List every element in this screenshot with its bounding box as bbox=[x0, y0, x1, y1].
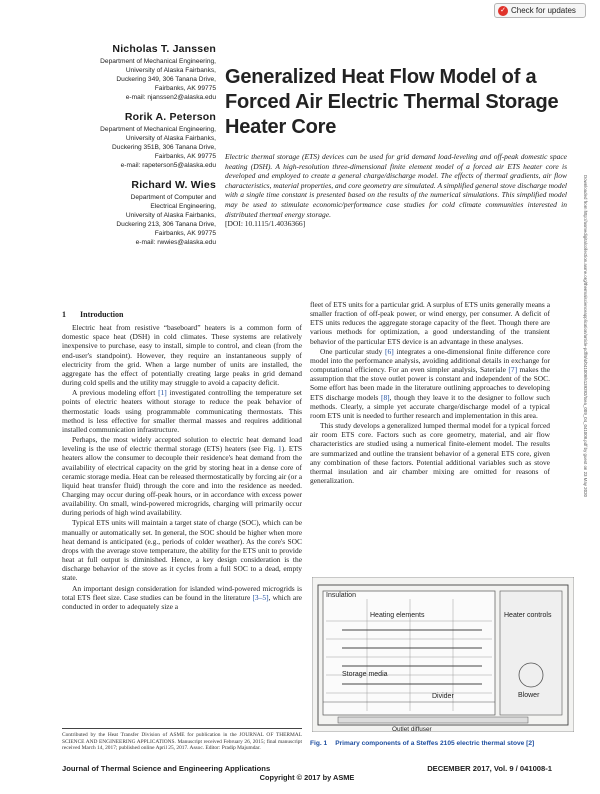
download-watermark: Downloaded from http://asmedigitalcollection.asme.org/thermalscienceapplication/article-pdf/9/4/041008/6139282/tsea_009_04_041008.pdf by guest on 23 May 2020 bbox=[583, 175, 588, 497]
paragraph: fleet of ETS units for a particular grid. A surplus of ETS units generally means a smaller fraction of off-peak power, or wind energy, per consumer. A deficit of ETS units reduces the aggregate storage capacity of the fleet. Though there are various methods for optimization, a good understanding of the transient behavior of the particular ETS device is an advantage in these analyses. bbox=[310, 300, 550, 346]
label-heater-controls: Heater controls bbox=[504, 612, 552, 619]
author-affiliation-line: Fairbanks, AK 99775 bbox=[154, 230, 216, 237]
label-insulation: Insulation bbox=[326, 592, 356, 599]
author-affiliation-line: Duckering 351B, 306 Tanana Drive, bbox=[112, 144, 216, 151]
author-entry bbox=[28, 179, 216, 247]
label-storage-media: Storage media bbox=[342, 671, 388, 678]
figure-link[interactable]: 1 bbox=[277, 444, 282, 454]
citation-link[interactable]: [3–5] bbox=[252, 592, 269, 602]
figure-caption-label: Fig. 1 bbox=[310, 740, 328, 747]
label-blower: Blower bbox=[518, 692, 540, 699]
paragraph: This study develops a generalized lumped thermal model for a typical forced air room ETS core. Factors such as core geometry, material, and air flow characteristics are studied using a numerical finite-element model. The results are summarized and outline the transient behavior of a general ETS core, given any combination of these factors. Potential additional variables such as stove thermal insulation and air chamber mixing are omitted for reasons of generalization. bbox=[310, 421, 550, 485]
citation-link[interactable]: [6] bbox=[385, 346, 394, 356]
section-title: Introduction bbox=[80, 310, 124, 319]
author-affiliation-line: Department of Computer and bbox=[130, 194, 216, 201]
paragraph: Typical ETS units will maintain a target state of charge (SOC), which can be manually or automatically set. In general, the SOC should be higher when more heat demand is anticipated (e.g., periods of colder weather). As the core's SOC drops with the average stove temperature, the ability for the ETS unit to provide heat at full output is diminished. Hence, a key design consideration is the discharge behavior of the stove as it cycles from a full SOC to a dead, empty state. bbox=[62, 518, 302, 583]
author-email[interactable]: e-mail: rwwies@alaska.edu bbox=[135, 239, 216, 246]
citation-link[interactable]: [7] bbox=[508, 365, 518, 375]
paragraph: One particular study [6] integrates a one-dimensional finite difference core model into the performance analysis, avoiding additional details in exchange for computational efficiency. For an even simpler analysis, Sateriale [7] makes the assumption that the stove outlet power is constant and independent of the SOC. Some effort has been made in the literature outlining approaches to developing ETS discharge models [8], though they leave it to the designer to follow such methods. Clearly, a simple yet accurate charge/discharge model of a typical room ETS unit is needed to further research and implementation in this area. bbox=[310, 346, 550, 420]
author-affiliation-line: Department of Mechanical Engineering, bbox=[100, 126, 216, 133]
author-affiliation-line: Electrical Engineering, bbox=[150, 203, 216, 210]
paragraph: Electric heat from resistive “baseboard” heaters is a common form of domestic space heat (DSH) in cold climates. These systems are relatively inexpensive to purchase, easy to install, simple to control, and clean (from the end-user's standpoint). However, they require an instantaneous supply of electricity from the grid. When a large number of units are installed, the aggregate has the effect of potentially creating large peaks in grid demand during cold spells and the utility may struggle to avoid a capacity deficit. bbox=[62, 323, 302, 388]
paragraph: An important design consideration for islanded wind-powered microgrids is total ETS fleet size. Case studies can be found in the literature [3–5], which are conducted in order to adequately size a bbox=[62, 583, 302, 611]
author-name: Nicholas T. Janssen bbox=[112, 43, 216, 55]
author-entry bbox=[28, 111, 216, 170]
footer-issue: DECEMBER 2017, Vol. 9 / 041008-1 bbox=[427, 764, 552, 773]
doi-link[interactable]: [DOI: 10.1115/1.4036366] bbox=[225, 219, 306, 229]
author-affiliation-line: University of Alaska Fairbanks, bbox=[125, 212, 216, 219]
figure-caption bbox=[310, 740, 572, 748]
check-for-updates-label: Check for updates bbox=[511, 6, 576, 15]
figure-stove-diagram bbox=[312, 577, 574, 732]
author-name: Rorik A. Peterson bbox=[124, 111, 216, 123]
author-email[interactable]: e-mail: rapeterson5@alaska.edu bbox=[120, 162, 216, 169]
core-cavity bbox=[323, 591, 495, 715]
author-affiliation-line: University of Alaska Fairbanks, bbox=[125, 67, 216, 74]
update-check-icon: ✓ bbox=[498, 6, 508, 16]
left-column bbox=[62, 310, 302, 612]
paragraph: A previous modeling effort [1] investigated controlling the temperature set points of electric heaters without storage to reduce the peak behavior of thermostatic loads using programmable communicating thermostats. This method is less effective for smaller thermal masses and requires additional installed communication infrastructure. bbox=[62, 388, 302, 434]
outlet-diffuser-grille bbox=[338, 717, 528, 723]
author-affiliation-line: Duckering 349, 306 Tanana Drive, bbox=[116, 76, 216, 83]
right-column bbox=[310, 300, 550, 486]
footer-copyright: Copyright © 2017 by ASME bbox=[259, 773, 355, 782]
paragraph: Perhaps, the most widely accepted solution to electric heat demand load leveling is the use of electric thermal storage (ETS) heaters (see Fig. 1). ETS heaters allow the consumer to decouple their residence's heat demand from the availability of electrical capacity on the grid by storing heat in a dense core of ceramic storage media. Heat can be released thermostatically by forcing air (or a liquid heat transfer fluid) through the core and into the residence as needed. Charging may occur during off-peak hours, or in accordance with excess power availability. On small, wind-powered microgrids, charging will primarily occur during periods of high wind availability. bbox=[62, 435, 302, 518]
abstract-text: Electric thermal storage (ETS) devices can be used for grid demand load-leveling and off-peak domestic space heating (DSH). A high-resolution three-dimensional finite element model of a forced air ETS heater core is developed and employed to create a general charge/discharge model. The effects of thermal gradients, air flow characteristics, material properties, and core geometry are simulated. A simplified general stove discharge model with a single time constant is presented based on the results of the numerical simulations. This simplified model may be used to stimulate economic/performance case studies for cold climate communities interested in distributed thermal energy storage. bbox=[225, 152, 567, 219]
author-block bbox=[28, 43, 216, 256]
figure-caption-text: Primary components of a Steffes 2105 electric thermal stove [2] bbox=[335, 740, 535, 747]
abstract bbox=[225, 152, 567, 229]
label-outlet-diffuser: Outlet diffuser bbox=[392, 726, 432, 732]
author-name: Richard W. Wies bbox=[131, 179, 216, 191]
paper-title: Generalized Heat Flow Model of a Forced Air Electric Thermal Storage Heater Core bbox=[225, 66, 559, 138]
author-affiliation-line: Duckering 213, 306 Tanana Drive, bbox=[116, 221, 216, 228]
footer-journal: Journal of Thermal Science and Engineering Applications bbox=[62, 764, 271, 773]
citation-link[interactable]: [8] bbox=[380, 392, 390, 402]
author-entry bbox=[28, 43, 216, 102]
author-email[interactable]: e-mail: njanssen2@alaska.edu bbox=[125, 94, 216, 101]
footnote: Contributed by the Heat Transfer Division of ASME for publication in the JOURNAL OF THERMAL SCIENCE AND ENGINEERING APPLICATIONS. Manuscript received February 26, 2015; final manuscript received March 14, 2017; published online April 25, 2017. Assoc. Editor: Pradip Majumdar. bbox=[62, 728, 302, 752]
author-affiliation-line: University of Alaska Fairbanks, bbox=[125, 135, 216, 142]
author-affiliation-line: Fairbanks, AK 99775 bbox=[154, 85, 216, 92]
section-number: 1 bbox=[62, 310, 66, 319]
author-affiliation-line: Department of Mechanical Engineering, bbox=[100, 58, 216, 65]
check-for-updates-badge[interactable] bbox=[494, 3, 586, 18]
label-heating-elements: Heating elements bbox=[370, 612, 425, 619]
label-divider: Divider bbox=[432, 693, 454, 700]
section-heading bbox=[62, 310, 302, 319]
citation-link[interactable]: [1] bbox=[158, 388, 167, 398]
author-affiliation-line: Fairbanks, AK 99775 bbox=[154, 153, 216, 160]
